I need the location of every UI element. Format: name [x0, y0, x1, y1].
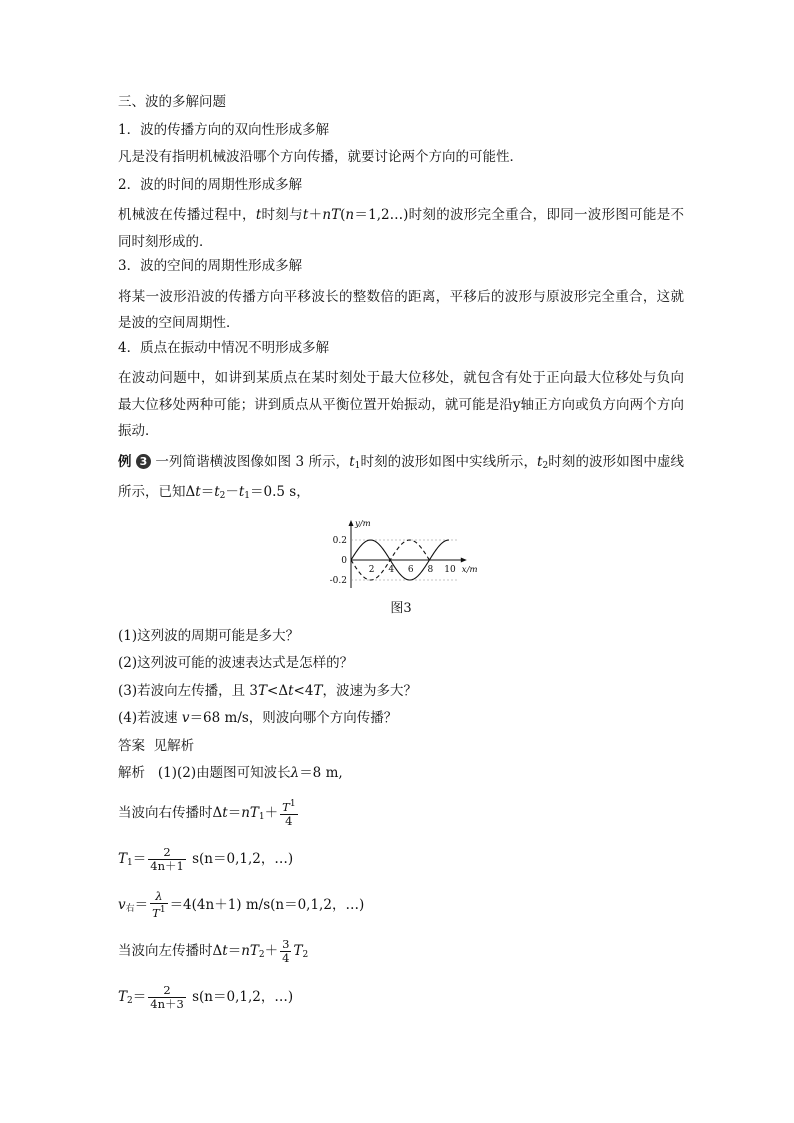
analysis-T2: $T_2=$ $\frac{2}{4n+3}$ s(n＝0,1,2，…) [118, 982, 294, 1011]
y-axis-label: y/m [355, 518, 371, 529]
item-3-heading: 3．波的空间的周期性形成多解 [118, 258, 303, 274]
x-tick-label: 2 [368, 564, 375, 575]
y-tick-label: -0.2 [329, 575, 347, 586]
x-tick-label: 4 [388, 564, 395, 575]
y-tick-label: 0.2 [332, 535, 347, 546]
item-2-heading: 2．波的时间的周期性形成多解 [118, 176, 303, 193]
item-3-body: 将某一波形沿波的传播方向平移波长的整数倍的距离，平移后的波形与原波形完全重合，这就是波的空间周期性． [118, 288, 684, 331]
question-3: (3)若波向左传播，且 3T<Δt<4T，波速为多大？ [118, 682, 417, 699]
wave-figure [118, 518, 684, 598]
analysis-line-1: 解析 (1)(2)由题图可知波长λ＝8 m, [118, 765, 343, 781]
example-number-badge: 3 [136, 454, 151, 469]
question-4: (4)若波速 v＝68 m/s，则波向哪个方向传播？ [118, 710, 398, 726]
x-tick-label: 6 [407, 564, 414, 575]
fraction: $\frac{3}{4}$ [282, 936, 290, 965]
y-axis-arrow [349, 520, 354, 526]
analysis-label: 解析 [118, 765, 145, 781]
document-page [118, 92, 684, 1021]
fraction: $\frac{\lambda}{T^1}$ [152, 889, 166, 920]
x-axis-arrow [461, 557, 467, 562]
wave-chart [118, 518, 684, 598]
fraction: $\frac{2}{4n+1}$ [150, 844, 184, 873]
x-axis-label: x/m [461, 564, 478, 575]
example-3-statement: 例 3 一列简谐横波图像如图 3 所示，$t_1$时刻的波形如图中实线所示，$t_2$时刻的波形如图中虚线所示，已知$\Delta t=t_2-t_1=0.5$ s， [118, 453, 685, 501]
item-2-body: 机械波在传播过程中，t时刻与t＋nT(n＝1,2…)时刻的波形完全重合，即同一波形图可能是不同时刻形成的． [118, 207, 684, 250]
answer-text: 见解析 [153, 737, 195, 754]
item-1-body: 凡是没有指明机械波沿哪个方向传播，就要讨论两个方向的可能性． [118, 149, 523, 165]
figure-caption: 图3 [390, 600, 412, 616]
question-2: (2)这列波可能的波速表达式是怎样的？ [118, 655, 354, 671]
y-tick-label: 0 [341, 555, 347, 566]
item-4-body: 在波动问题中，如讲到某质点在某时刻处于最大位移处，就包含有处于正向最大位移处与负向最大位移处两种可能；讲到质点从平衡位置开始振动，就可能是沿y轴正方向或负方向两个方向振动． [118, 370, 684, 439]
section-title: 三、波的多解问题 [118, 94, 226, 110]
x-tick-label: 8 [427, 564, 434, 575]
example-label: 例 [118, 453, 132, 470]
question-1: (1)这列波的周期可能是多大？ [118, 627, 300, 644]
answer-line [118, 736, 684, 757]
fraction: $\frac{T^1}{4}$ [282, 799, 296, 828]
item-4-heading: 4．质点在振动中情况不明形成多解 [118, 339, 330, 356]
analysis-left-period-eq: 当波向左传播时$\Delta t=nT_2+$ $\frac{3}{4}$ $T_2$ [118, 936, 309, 965]
x-tick-label: 10 [444, 564, 456, 575]
item-1-heading: 1．波的传播方向的双向性形成多解 [118, 121, 330, 138]
analysis-right-period-eq: 当波向右传播时$\Delta t=nT_1+$ $\frac{T^1}{4}$ [118, 799, 296, 828]
fraction: $\frac{2}{4n+3}$ [150, 982, 184, 1011]
analysis-v-right: $v_右=$ $\frac{\lambda}{T^1}$ ＝4(4n＋1) m/s(n＝0,1,2，…) [118, 889, 365, 920]
analysis-T1: $T_1=$ $\frac{2}{4n+1}$ s(n＝0,1,2，…) [118, 844, 294, 873]
answer-label: 答案 [118, 737, 145, 754]
